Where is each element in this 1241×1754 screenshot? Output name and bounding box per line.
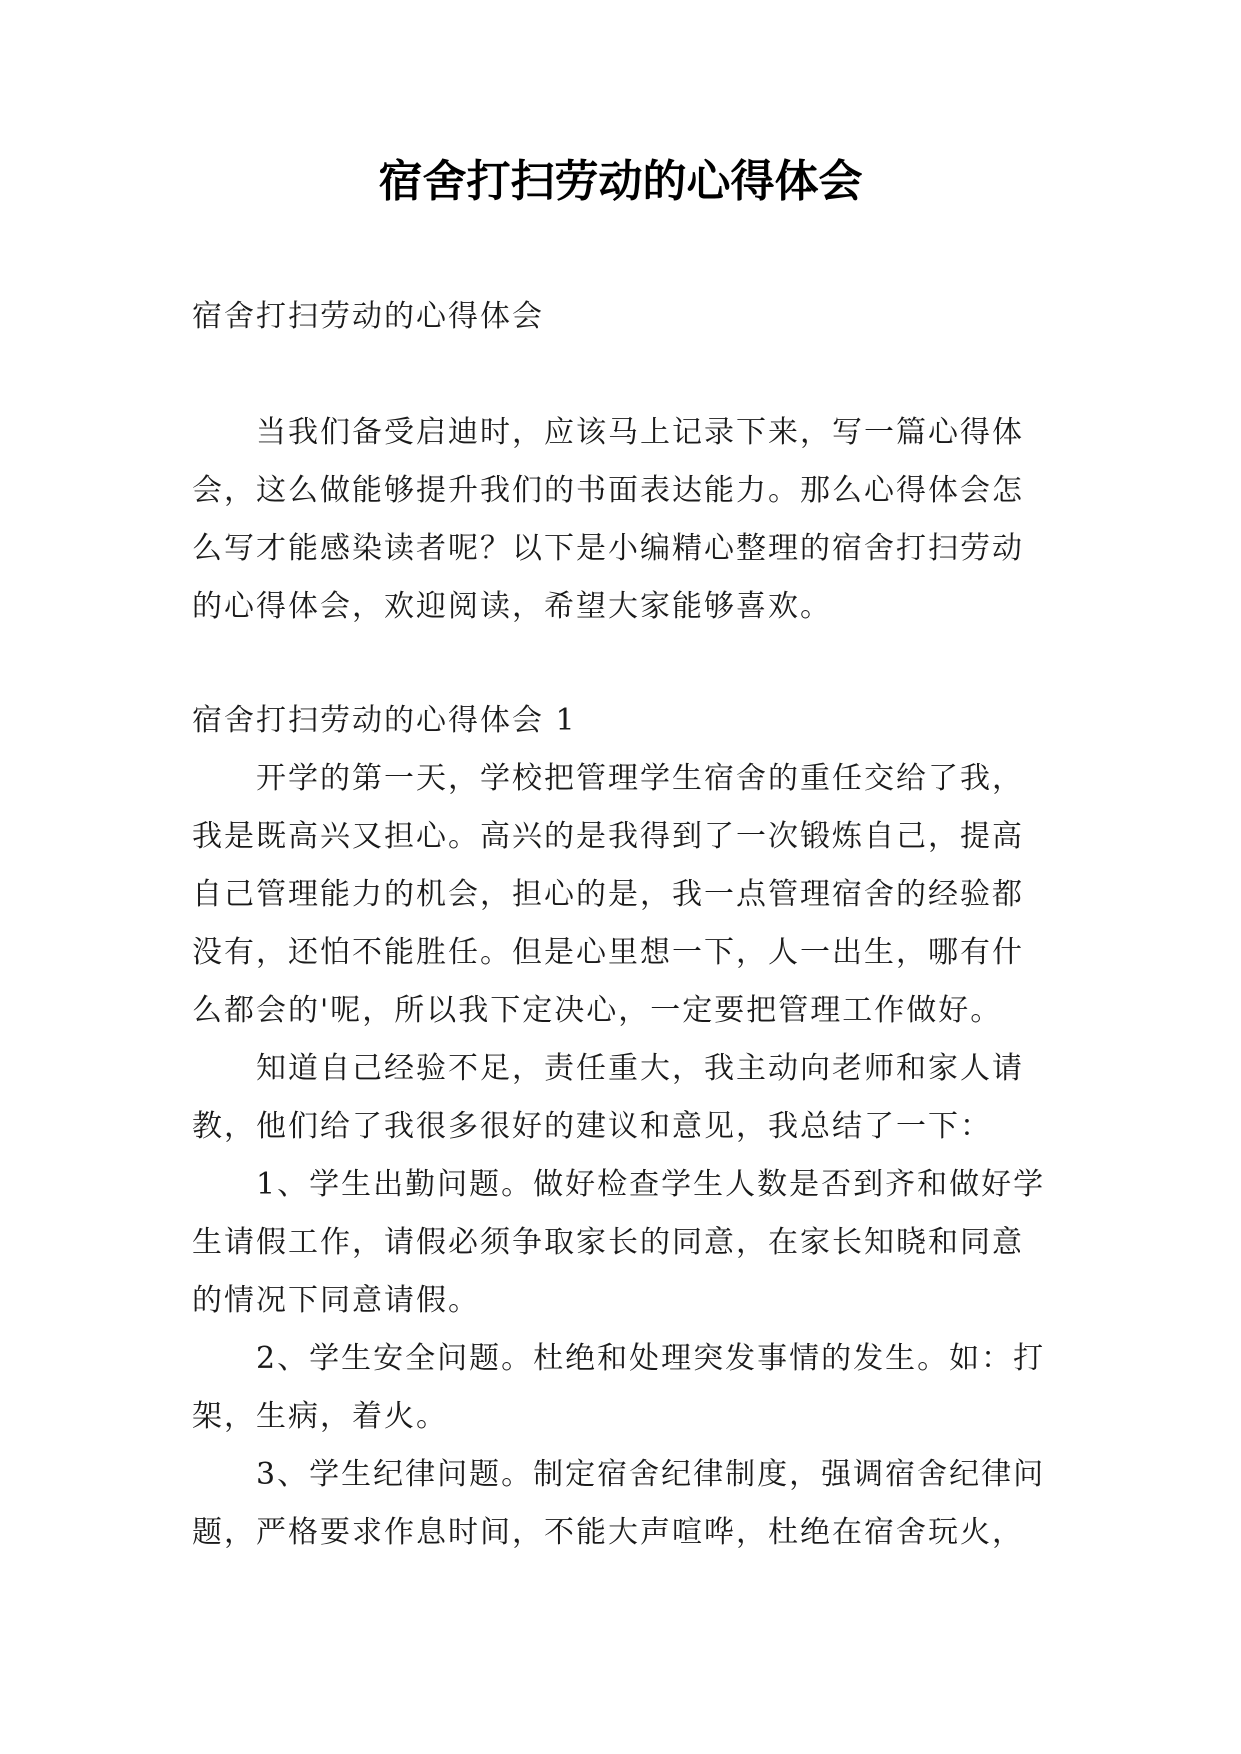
document-title: 宿舍打扫劳动的心得体会 — [378, 156, 863, 207]
body-paragraph: 知道自己经验不足，责任重大，我主动向老师和家人请教，他们给了我很多很好的建议和意见，我总结了一下： — [192, 1051, 1024, 1144]
body-paragraph: 开学的第一天，学校把管理学生宿舍的重任交给了我，我是既高兴又担心。高兴的是我得到了一次锻炼自己，提高自己管理能力的机会，担心的是，我一点管理宿舍的经验都没有，还怕不能胜任。但是心里想一下，人一出生，哪有什么都会的'呢，所以我下定决心，一定要把管理工作做好。 — [192, 761, 1024, 1028]
document-subtitle: 宿舍打扫劳动的心得体会 — [192, 299, 544, 334]
intro-paragraph: 当我们备受启迪时，应该马上记录下来，写一篇心得体会，这么做能够提升我们的书面表达能力。那么心得体会怎么写才能感染读者呢？以下是小编精心整理的宿舍打扫劳动的心得体会，欢迎阅读，希望大家能够喜欢。 — [192, 415, 1024, 624]
list-item-paragraph: 3、学生纪律问题。制定宿舍纪律制度，强调宿舍纪律问题，严格要求作息时间，不能大声喧哗，杜绝在宿舍玩火， — [192, 1457, 1046, 1550]
section-heading: 宿舍打扫劳动的心得体会 1 — [192, 703, 577, 738]
list-item-paragraph: 2、学生安全问题。杜绝和处理突发事情的发生。如：打架，生病，着火。 — [192, 1341, 1046, 1434]
list-item-paragraph: 1、学生出勤问题。做好检查学生人数是否到齐和做好学生请假工作，请假必须争取家长的同意，在家长知晓和同意的情况下同意请假。 — [192, 1167, 1046, 1318]
